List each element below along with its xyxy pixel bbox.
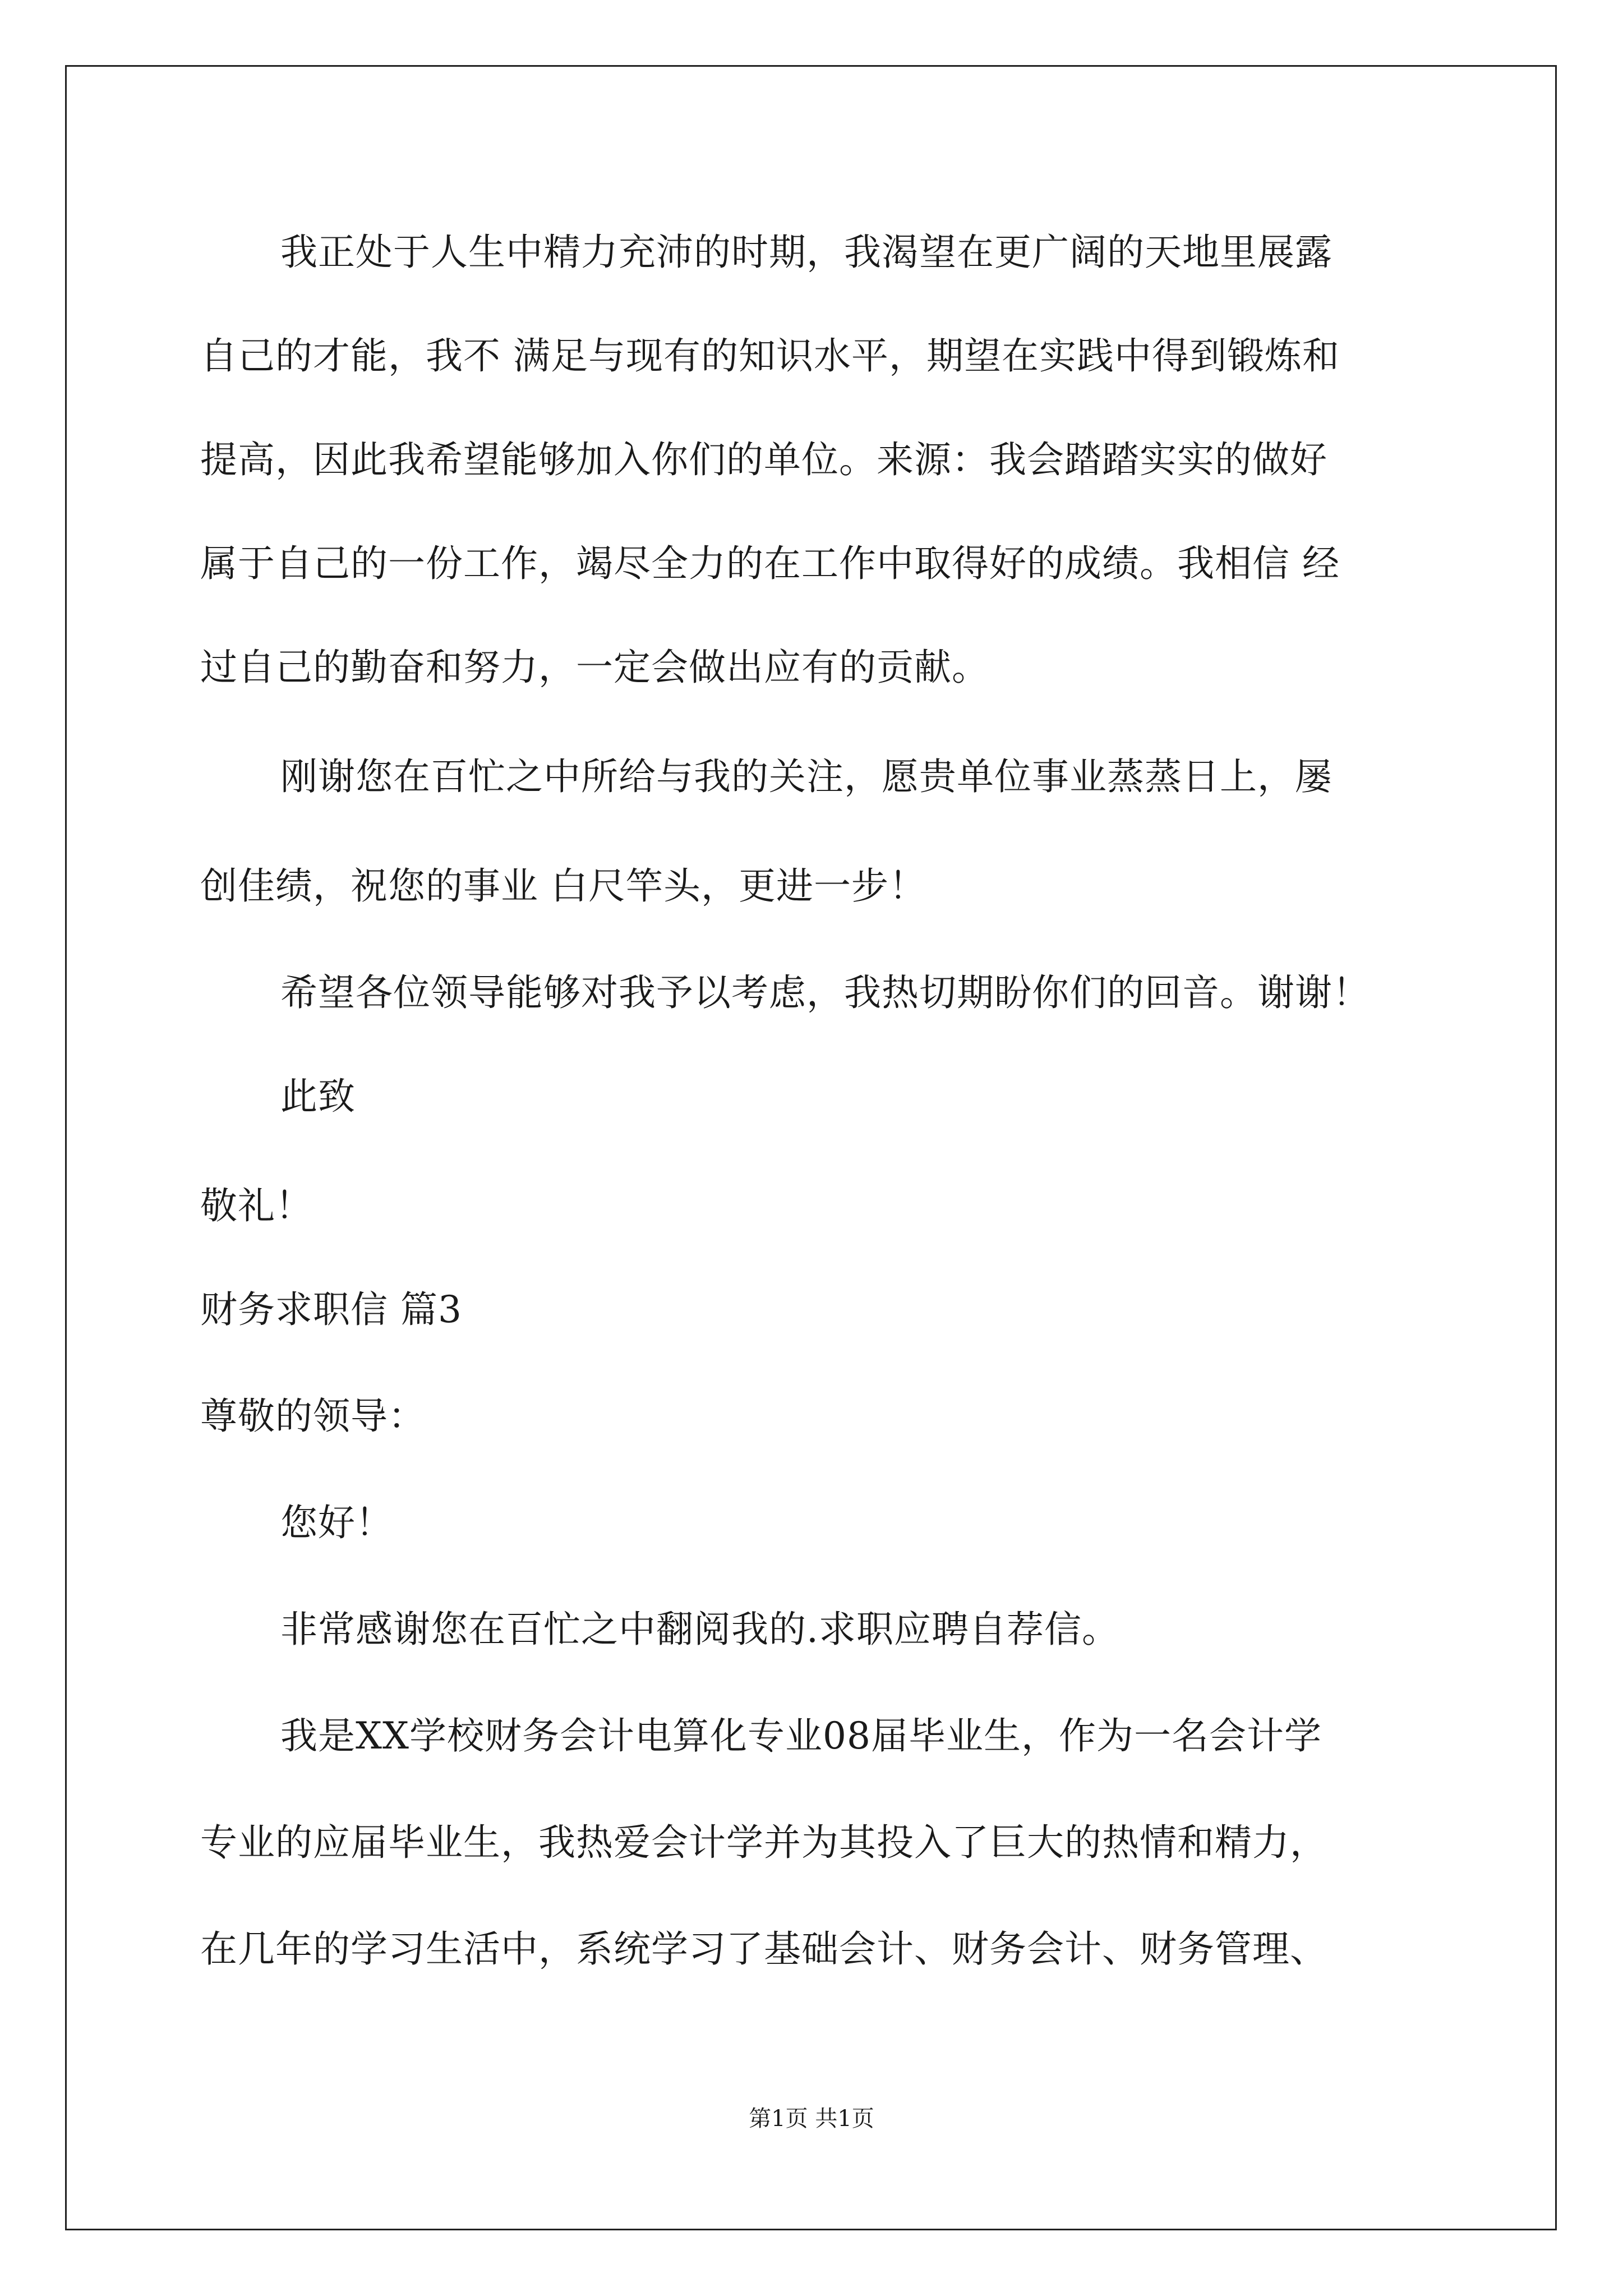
paragraph-line: 创佳绩，祝您的事业 白尺竿头，更进一步！ [200,864,926,908]
paragraph-line: 自己的才能，我不 满足与现有的知识水平，期望在实践中得到锻炼和 [200,334,1340,378]
paragraph-line: 我是XX学校财务会计电算化专业08届毕业生，作为一名会计学 [280,1714,1322,1757]
paragraph-line: 希望各位领导能够对我予以考虑，我热切期盼你们的回音。谢谢！ [280,971,1370,1014]
page-footer: 第1页 共1页 [749,2106,874,2132]
paragraph-line: 在几年的学习生活中，系统学习了基础会计、财务会计、财务管理、 [200,1927,1327,1971]
paragraph-line: 刚谢您在百忙之中所给与我的关注，愿贵单位事业蒸蒸日上，屡 [280,755,1332,798]
paragraph-line: 专业的应届毕业生，我热爱会计学并为其投入了巨大的热情和精力， [200,1821,1327,1864]
paragraph-line: 属于自己的一份工作，竭尽全力的在工作中取得好的成绩。我相信 经 [200,542,1340,585]
paragraph-line: 提高，因此我希望能够加入你们的单位。来源：我会踏踏实实的做好 [200,438,1327,481]
section-heading: 财务求职信 篇3 [200,1288,462,1331]
paragraph-line: 过自己的勤奋和努力，一定会做出应有的贡献。 [200,646,989,689]
paragraph-line: 非常感谢您在百忙之中翻阅我的.求职应聘自荐信。 [280,1608,1119,1651]
paragraph-line: 我正处于人生中精力充沛的时期，我渴望在更广阔的天地里展露 [280,231,1332,274]
letter-greeting: 尊敬的领导： [200,1395,426,1438]
page-border [65,65,1557,2230]
letter-hello: 您好！ [280,1501,393,1544]
salutation-regards: 敬礼！ [200,1184,313,1227]
salutation-closing: 此致 [280,1075,356,1118]
